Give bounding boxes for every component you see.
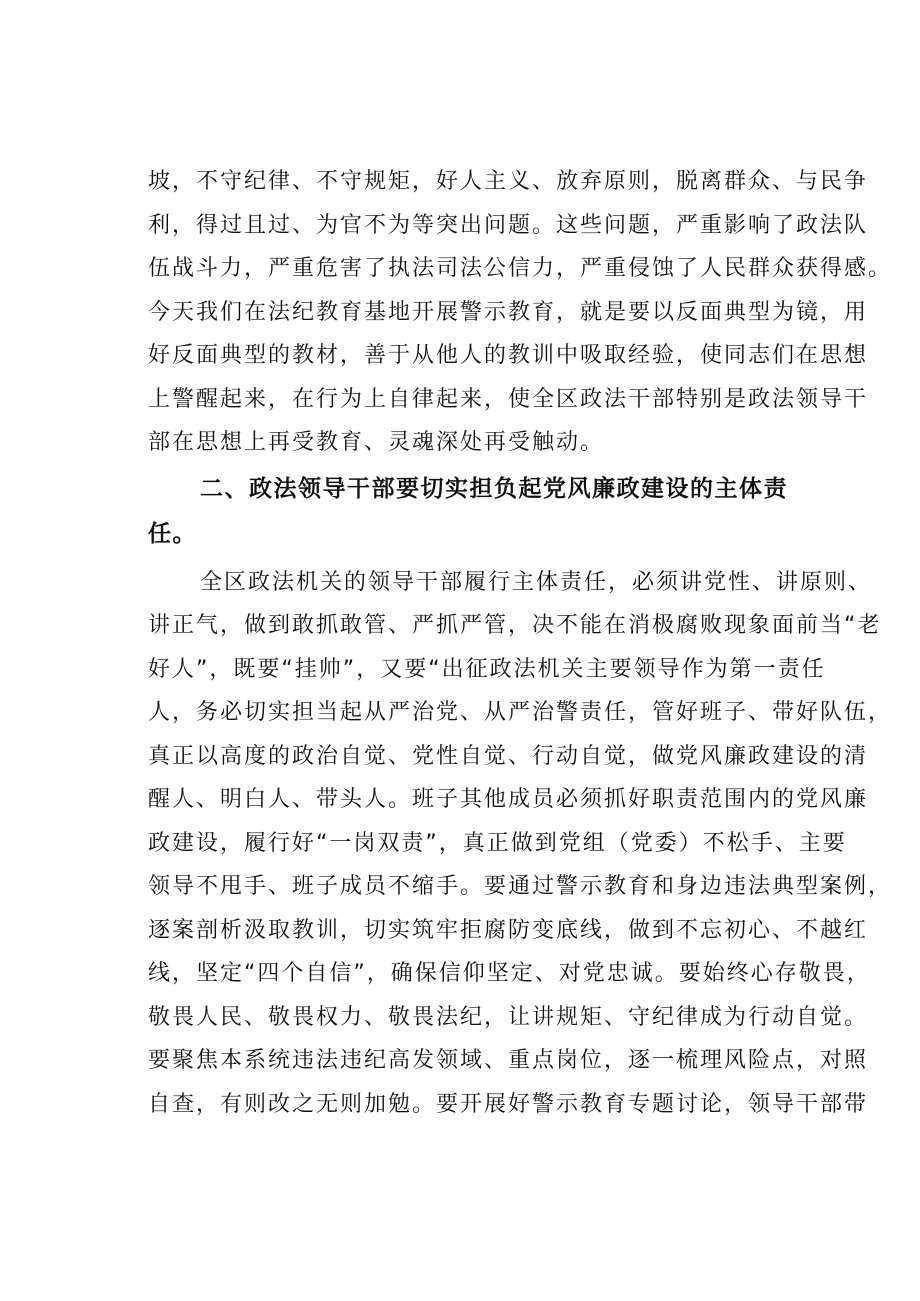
paragraph-line: 人，务必切实担当起从严治党、从严治警责任，管好班子、带好队伍， xyxy=(148,700,893,725)
section-heading-line: 二、政法领导干部要切实担负起党风廉政建设的主体责 xyxy=(200,475,788,502)
paragraph-line: 政建设，履行好“一岗双责”，真正做到党组（党委）不松手、主要 xyxy=(148,830,847,856)
paragraph-line: 今天我们在法纪教育基地开展警示教育，就是要以反面典型为镜，用 xyxy=(148,299,869,325)
section-heading xyxy=(148,467,808,557)
document-body xyxy=(148,160,893,1126)
paragraph-line: 线，坚定“四个自信”，确保信仰坚定、对党忠诚。要始终心存敬畏， xyxy=(148,961,871,986)
paragraph-line: 伍战斗力，严重危害了执法司法公信力，严重侵蚀了人民群众获得感。 xyxy=(148,256,893,281)
paragraph-line: 好反面典型的教材，善于从他人的教训中吸取经验，使同志们在思想 xyxy=(148,343,869,368)
paragraph-line: 敬畏人民、敬畏权力、敬畏法纪，让讲规矩、守纪律成为行动自觉。 xyxy=(148,1004,869,1030)
paragraph-line: 坡，不守纪律、不守规矩，好人主义、放弃原则，脱离群众、与民争 xyxy=(148,169,869,194)
paragraph-line: 讲正气，做到敢抓敢管、严抓严管，决不能在消极腐败现象面前当“老 xyxy=(148,613,882,638)
paragraph-line: 利，得过且过、为官不为等突出问题。这些问题，严重影响了政法队 xyxy=(148,212,869,238)
paragraph-line: 全区政法机关的领导干部履行主体责任，必须讲党性、讲原则、 xyxy=(200,569,873,595)
paragraph-line: 醒人、明白人、带头人。班子其他成员必须抓好职责范围内的党风廉 xyxy=(148,787,869,812)
paragraph-line: 真正以高度的政治自觉、党性自觉、行动自觉，做党风廉政建设的清 xyxy=(148,743,869,769)
paragraph-line: 要聚焦本系统违法违纪高发领域、重点岗位，逐一梳理风险点，对照 xyxy=(148,1048,869,1073)
paragraph-line: 部在思想上再受教育、灵魂深处再受触动。 xyxy=(148,430,605,455)
paragraph-line: 好人”，既要“挂帅”，又要“出征政法机关主要领导作为第一责任 xyxy=(148,656,826,682)
paragraph-2 xyxy=(148,561,893,1127)
paragraph-line: 上警醒起来，在行为上自律起来，使全区政法干部特别是政法领导干 xyxy=(148,386,869,412)
section-heading-line: 任。 xyxy=(148,520,197,547)
paragraph-1 xyxy=(148,160,893,465)
paragraph-line: 领导不甩手、班子成员不缩手。要通过警示教育和身边违法典型案例， xyxy=(148,874,893,899)
paragraph-line: 逐案剖析汲取教训，切实筑牢拒腐防变底线，做到不忘初心、不越红 xyxy=(148,917,869,943)
paragraph-line: 自查，有则改之无则加勉。要开展好警示教育专题讨论，领导干部带 xyxy=(148,1091,869,1117)
